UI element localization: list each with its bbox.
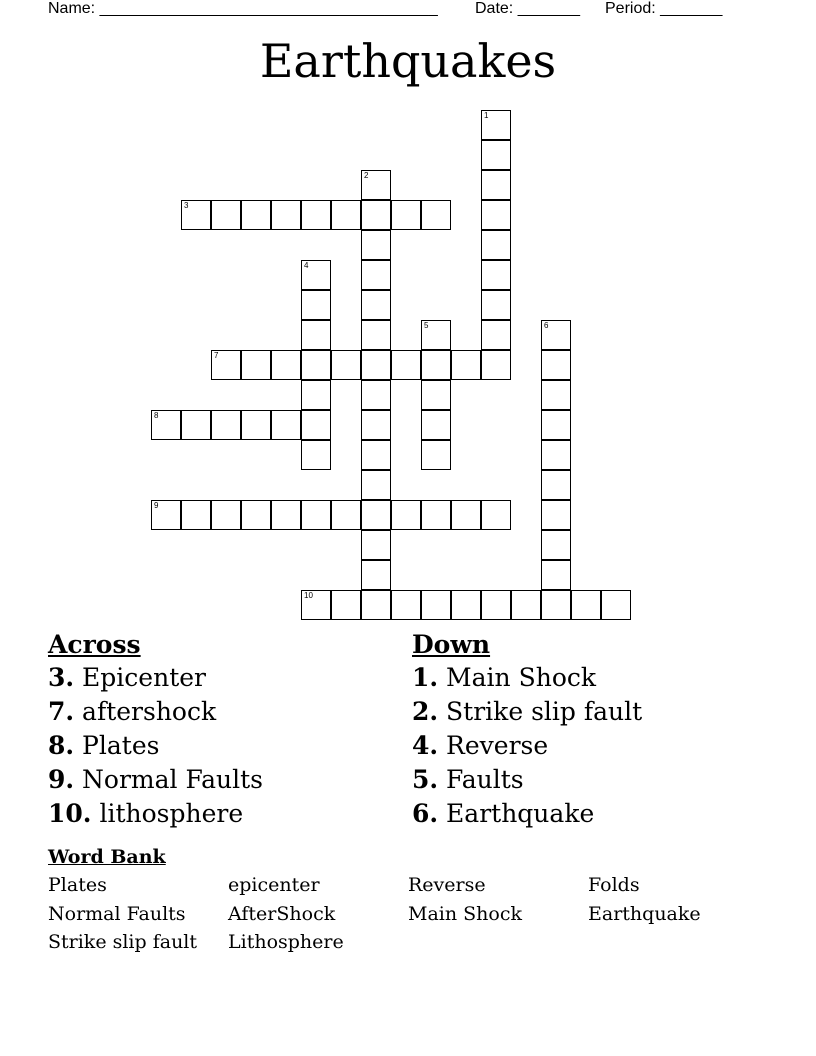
crossword-cell[interactable] <box>361 440 391 470</box>
clue-number: 8. <box>48 731 75 760</box>
clue-number: 10 <box>304 591 313 600</box>
clue-number: 4 <box>304 261 309 270</box>
clue-number: 9. <box>48 765 75 794</box>
clue-number: 3. <box>48 663 75 692</box>
crossword-cell[interactable] <box>331 350 361 380</box>
word-bank-item: Reverse <box>408 874 486 896</box>
word-bank-item: epicenter <box>228 874 320 896</box>
crossword-cell[interactable] <box>541 410 571 440</box>
clue-text: Faults <box>438 765 524 794</box>
clue-number: 1 <box>484 111 489 120</box>
crossword-cell[interactable] <box>211 500 241 530</box>
crossword-cell[interactable] <box>301 440 331 470</box>
crossword-cell[interactable] <box>151 410 181 440</box>
crossword-cell[interactable] <box>601 590 631 620</box>
crossword-cell[interactable] <box>301 200 331 230</box>
crossword-cell[interactable] <box>181 500 211 530</box>
crossword-cell[interactable] <box>271 410 301 440</box>
crossword-cell[interactable] <box>331 590 361 620</box>
clue-number: 9 <box>154 501 159 510</box>
crossword-cell[interactable] <box>301 590 331 620</box>
clue-text: Plates <box>74 731 160 760</box>
word-bank-item: Strike slip fault <box>48 931 198 953</box>
crossword-cell[interactable] <box>511 590 541 620</box>
clue-number: 3 <box>184 201 189 210</box>
clue-number: 6. <box>412 799 439 828</box>
crossword-cell[interactable] <box>391 590 421 620</box>
crossword-cell[interactable] <box>181 410 211 440</box>
period-field[interactable]: Period: _______ <box>605 0 723 17</box>
clue-text: Earthquake <box>438 799 595 828</box>
crossword-cell[interactable] <box>361 530 391 560</box>
across-clue <box>48 695 263 729</box>
crossword-cell[interactable] <box>241 350 271 380</box>
crossword-cell[interactable] <box>421 440 451 470</box>
crossword-cell[interactable] <box>451 590 481 620</box>
crossword-cell[interactable] <box>271 350 301 380</box>
down-clue <box>412 797 642 831</box>
crossword-cell[interactable] <box>541 590 571 620</box>
crossword-cell[interactable] <box>301 350 331 380</box>
crossword-cell[interactable] <box>361 230 391 260</box>
crossword-cell[interactable] <box>481 230 511 260</box>
crossword-cell[interactable] <box>181 200 211 230</box>
crossword-cell[interactable] <box>301 260 331 290</box>
across-clue <box>48 797 263 831</box>
crossword-cell[interactable] <box>361 410 391 440</box>
clue-text: Normal Faults <box>74 765 264 794</box>
word-bank-item: Normal Faults <box>48 903 186 925</box>
down-clues <box>412 630 642 831</box>
crossword-cell[interactable] <box>271 200 301 230</box>
word-bank-item: AfterShock <box>228 903 336 925</box>
crossword-cell[interactable] <box>481 170 511 200</box>
crossword-cell[interactable] <box>361 500 391 530</box>
across-clue <box>48 763 263 797</box>
crossword-cell[interactable] <box>541 560 571 590</box>
date-field[interactable]: Date: _______ <box>475 0 580 17</box>
crossword-cell[interactable] <box>421 500 451 530</box>
down-clue <box>412 763 642 797</box>
crossword-cell[interactable] <box>301 290 331 320</box>
crossword-cell[interactable] <box>361 560 391 590</box>
clue-number: 7 <box>214 351 219 360</box>
crossword-cell[interactable] <box>301 320 331 350</box>
crossword-cell[interactable] <box>421 410 451 440</box>
clue-number: 10. <box>48 799 92 828</box>
crossword-cell[interactable] <box>361 320 391 350</box>
crossword-cell[interactable] <box>391 500 421 530</box>
crossword-cell[interactable] <box>541 320 571 350</box>
crossword-cell[interactable] <box>481 200 511 230</box>
crossword-cell[interactable] <box>301 500 331 530</box>
word-bank-title: Word Bank <box>48 846 166 868</box>
clue-number: 5 <box>424 321 429 330</box>
clue-number: 8 <box>154 411 159 420</box>
page-title: Earthquakes <box>259 34 557 88</box>
clue-text: Strike slip fault <box>438 697 643 726</box>
crossword-cell[interactable] <box>331 500 361 530</box>
crossword-cell[interactable] <box>361 470 391 500</box>
clue-text: lithosphere <box>91 799 244 828</box>
down-heading: Down <box>412 630 491 659</box>
crossword-cell[interactable] <box>541 530 571 560</box>
crossword-cell[interactable] <box>451 350 481 380</box>
crossword-cell[interactable] <box>361 290 391 320</box>
crossword-cell[interactable] <box>421 380 451 410</box>
crossword-cell[interactable] <box>301 410 331 440</box>
clue-number: 5. <box>412 765 439 794</box>
crossword-cell[interactable] <box>211 410 241 440</box>
word-bank-item: Folds <box>588 874 640 896</box>
crossword-cell[interactable] <box>541 470 571 500</box>
clue-number: 2 <box>364 171 369 180</box>
word-bank-item: Plates <box>48 874 107 896</box>
crossword-cell[interactable] <box>361 170 391 200</box>
crossword-cell[interactable] <box>301 380 331 410</box>
word-bank-item: Main Shock <box>408 903 522 925</box>
crossword-cell[interactable] <box>241 500 271 530</box>
crossword-cell[interactable] <box>391 200 421 230</box>
crossword-cell[interactable] <box>481 290 511 320</box>
crossword-cell[interactable] <box>541 380 571 410</box>
crossword-cell[interactable] <box>391 350 421 380</box>
crossword-cell[interactable] <box>481 350 511 380</box>
crossword-cell[interactable] <box>361 260 391 290</box>
crossword-cell[interactable] <box>481 320 511 350</box>
crossword-cell[interactable] <box>331 200 361 230</box>
clue-text: Epicenter <box>74 663 206 692</box>
crossword-cell[interactable] <box>421 320 451 350</box>
across-heading: Across <box>48 630 141 659</box>
crossword-cell[interactable] <box>481 500 511 530</box>
clue-text: aftershock <box>74 697 217 726</box>
crossword-cell[interactable] <box>421 590 451 620</box>
across-clue <box>48 729 263 763</box>
crossword-cell[interactable] <box>271 500 301 530</box>
crossword-cell[interactable] <box>361 590 391 620</box>
crossword-cell[interactable] <box>541 350 571 380</box>
across-clues <box>48 630 263 831</box>
crossword-cell[interactable] <box>241 410 271 440</box>
clue-number: 6 <box>544 321 549 330</box>
clue-text: Reverse <box>438 731 549 760</box>
name-field[interactable]: Name: ______________________________________ <box>48 0 438 17</box>
crossword-cell[interactable] <box>241 200 271 230</box>
down-clue <box>412 729 642 763</box>
word-bank-item: Lithosphere <box>228 931 344 953</box>
across-clue <box>48 661 263 695</box>
clue-number: 1. <box>412 663 439 692</box>
crossword-cell[interactable] <box>361 380 391 410</box>
crossword-cell[interactable] <box>421 350 451 380</box>
crossword-cell[interactable] <box>361 350 391 380</box>
crossword-cell[interactable] <box>571 590 601 620</box>
crossword-cell[interactable] <box>481 140 511 170</box>
crossword-cell[interactable] <box>421 200 451 230</box>
crossword-cell[interactable] <box>361 200 391 230</box>
crossword-cell[interactable] <box>481 110 511 140</box>
clue-number: 4. <box>412 731 439 760</box>
crossword-cell[interactable] <box>151 500 181 530</box>
crossword-cell[interactable] <box>211 350 241 380</box>
down-clue <box>412 661 642 695</box>
clue-text: Main Shock <box>438 663 597 692</box>
crossword-cell[interactable] <box>481 590 511 620</box>
crossword-cell[interactable] <box>541 500 571 530</box>
down-clue <box>412 695 642 729</box>
clue-number: 2. <box>412 697 439 726</box>
crossword-cell[interactable] <box>481 260 511 290</box>
word-bank-item: Earthquake <box>588 903 701 925</box>
clue-number: 7. <box>48 697 75 726</box>
crossword-cell[interactable] <box>211 200 241 230</box>
crossword-cell[interactable] <box>451 500 481 530</box>
crossword-cell[interactable] <box>541 440 571 470</box>
